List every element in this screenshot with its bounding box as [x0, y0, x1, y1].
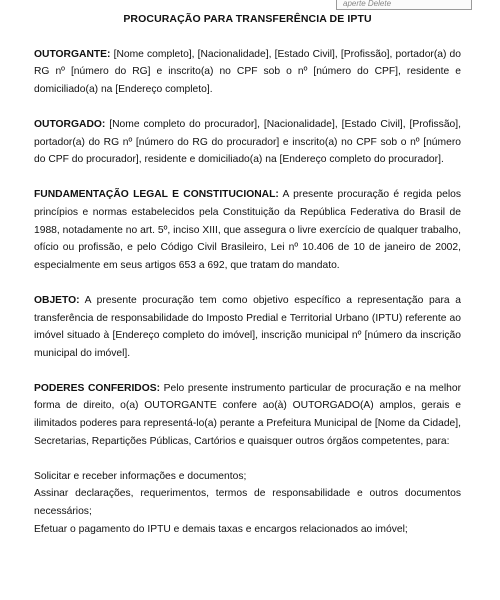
poderes-text: Pelo presente instrumento particular de procuração e na melhor forma de direito, o(a) OUTORGANTE confere ao(à) OUTORGADO(A) amplos, gerais e ilimitados poderes para representá-lo(a) perante a Prefeitura Municipal de [Nome da Cidade], Secretarias, Repartições Públicas, Cartórios e quaisquer outros órgãos competentes, para:: [34, 382, 461, 447]
fundamentacao-paragraph: [34, 186, 461, 274]
outorgante-paragraph: [34, 46, 461, 99]
document-page: [34, 11, 461, 538]
outorgado-paragraph: [34, 116, 461, 169]
outorgado-text: [Nome completo do procurador], [Nacionalidade], [Estado Civil], [Profissão], portador(a) do RG nº [número do RG do procurador] e inscrito(a) no CPF sob o nº [número do CPF do procurador], residente e domiciliado(a) na [Endereço completo do procurador].: [34, 118, 461, 166]
outorgante-text: [Nome completo], [Nacionalidade], [Estado Civil], [Profissão], portador(a) do RG nº [número do RG] e inscrito(a) no CPF sob o nº [número do CPF], residente e domiciliado(a) na [Endereço completo].: [34, 48, 461, 95]
objeto-text: A presente procuração tem como objetivo específico a representação para a transferência de responsabilidade do Imposto Predial e Territorial Urbano (IPTU) referente ao imóvel situado à [Endereço completo do imóvel], inscrição municipal nº [número da inscrição municipal do imóvel].: [34, 294, 461, 359]
list-item: Assinar declarações, requerimentos, termos de responsabilidade e outros documentos necessários;: [34, 488, 461, 518]
outorgado-label: OUTORGADO:: [34, 118, 106, 130]
fundamentacao-label: FUNDAMENTAÇÃO LEGAL E CONSTITUCIONAL:: [34, 189, 279, 201]
powers-list: [34, 468, 461, 538]
list-item: Solicitar e receber informações e documentos;: [34, 470, 247, 482]
fundamentacao-text: A presente procuração é regida pelos princípios e normas estabelecidos pela Constituição da República Federativa do Brasil de 1988, notadamente no art. 5º, inciso XIII, que assegura o livre exercício de qualquer trabalho, ofício ou profissão, e pelo Código Civil Brasileiro, Lei nº 10.406 de 10 de janeiro de 2002, especialmente em seus artigos 653 a 692, que tratam do mandato.: [34, 189, 461, 271]
list-item: Efetuar o pagamento do IPTU e demais taxas e encargos relacionados ao imóvel;: [34, 523, 408, 535]
document-title: PROCURAÇÃO PARA TRANSFERÊNCIA DE IPTU: [123, 13, 372, 25]
outorgante-label: OUTORGANTE:: [34, 48, 111, 60]
poderes-label: PODERES CONFERIDOS:: [34, 382, 161, 394]
delete-hint-box[interactable]: aperte Delete: [336, 0, 472, 10]
poderes-paragraph: [34, 380, 461, 450]
objeto-label: OBJETO:: [34, 294, 80, 306]
objeto-paragraph: [34, 292, 461, 362]
